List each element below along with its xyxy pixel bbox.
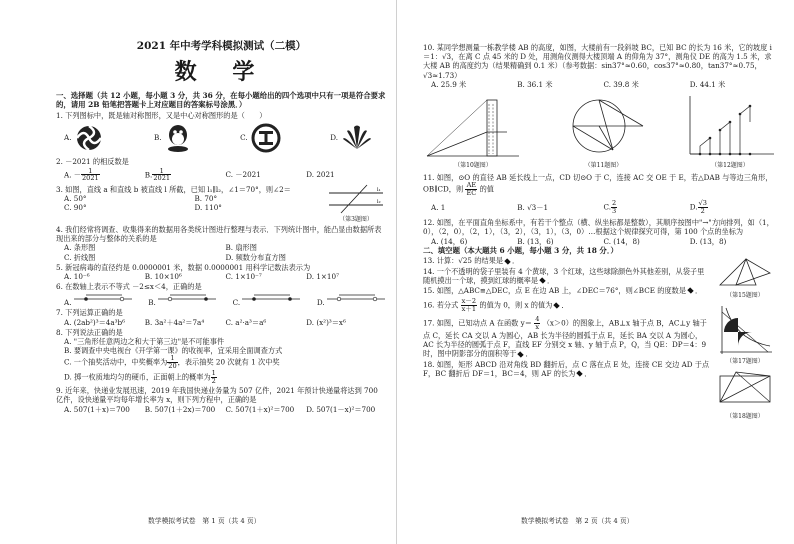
building-slope-figure (423, 94, 523, 160)
number-line-a (74, 291, 134, 305)
answer-blank (577, 371, 583, 377)
congruent-triangles-figure (716, 255, 774, 289)
question-1-options (56, 120, 387, 156)
svg-text:l₂: l₂ (377, 198, 381, 205)
question-5-options: A. 10⁻⁶ B. 10×10⁶ C. 1×10⁻⁷ D. 1×10⁷ (64, 271, 339, 281)
question-14: 14. 一个不透明的袋子里装有 4 个黄球，3 个红球，这些球除颜色外其他差别，从袋子里随机摸出一个球，摸到红球的概率是 ． (423, 266, 705, 285)
q1-option-c: C. (240, 123, 281, 153)
question-3-block (56, 184, 387, 224)
fill-figures (714, 255, 776, 420)
q1-option-b: B. (154, 123, 191, 153)
answer-blank (504, 258, 510, 264)
parallel-lines-figure (327, 184, 385, 214)
question-11: 11. 如图，⊙O 的直径 AB 延长线上一点，CD 切⊙O 于 C，连接 AC 交 OE 于 E，若△DAB 与等边三角形，OB∥CD，则 $\frac{AE}{EC}$ 的值 (423, 173, 773, 198)
question-11-options: A. 1 B. √3－1 C. $\frac{2}{3}$ D. $\frac{√3}{2}$ (431, 198, 707, 215)
question-9: 9. 近年来，快递业发展迅速，2019 年我国快递业务量为 507 亿件，2021 年预计快递量将达到 700 亿件，设快递量平均每年增长率为 x，则下列方程中，正确的是 (56, 386, 378, 405)
bank-logo-icon (251, 123, 281, 153)
page-2-footer: 数学模拟考试卷 第 2 页（共 4 页） (521, 517, 634, 526)
figure-12-caption: （第12题图） (711, 162, 749, 170)
question-6-options: A. B. C. D. (56, 291, 387, 307)
penguin-logo-icon (165, 123, 191, 153)
question-4: 4. 我们经常将调查、收集得来的数据用各类统计图进行整理与表示．下列统计图中，能凸显由数据所表现出来的部分与整体的关系的是 (56, 224, 382, 244)
svg-text:l₁: l₁ (377, 186, 381, 193)
question-2-options: A. － $\frac{1}{2021}$ B. $\frac{1}{2021}$ C. －2021 D. 2021 (64, 166, 335, 183)
page-1-footer: 数学模拟考试卷 第 1 页（共 4 页） (148, 517, 261, 526)
question-7: 7. 下列运算正确的是 (56, 308, 123, 318)
question-4-options: A. 条形图 B. 扇形图 C. 折线图 D. 频数分布直方图 (64, 243, 286, 262)
figure-11-caption: （第11题图） (584, 162, 623, 170)
question-8-options: A. "三角形任意两边之和大于第三边"是不可能事件 B. 要调查中央电视台《开学第一课》的收视率，宜采用全面调查方式 C. 一个抽奖活动中，中奖概率为 $\frac{1}{20}$ ，表示抽奖 20 次就有 1 次中奖 D. 掷一枚质地均匀的硬币，正面朝上的概率为 $\frac{1}{2}$ (64, 337, 283, 386)
petal-logo-icon (341, 123, 373, 153)
q1-option-d: D. (330, 123, 373, 153)
answer-blank (687, 288, 693, 294)
number-line-d (327, 291, 387, 305)
figure-15-caption: （第15题图） (726, 291, 764, 299)
answer-blank (518, 351, 524, 357)
figure-18-caption: （第18题图） (726, 412, 764, 420)
question-13: 13. 计算：√25 的结果是 ． (423, 256, 520, 266)
question-12: 12. 如图，在平面直角坐标系中，有若干个整点（横、纵坐标都是整数），其顺序按图中"→"方向排列，如（1，0），（2，0），（2，1），（3，2），（3，1），（3，0）…根据这个规律探究可得，第 100 个点的坐标为 (423, 218, 774, 237)
exam-title: 2021 年中考学科模拟测试（二模） (136, 40, 307, 52)
answer-blank (554, 302, 560, 308)
question-3-options: A. 50° B. 70° C. 90° D. 110° (64, 194, 222, 213)
question-12-options: A. (14，6) B. (13，6) C. (14，8) D. (13，8) (431, 236, 727, 246)
question-17: 17. 如图，已知动点 A 在函数 y＝ $\frac{4}{x}$ （x＞0）的图象上，AB⊥x 轴于点 B，AC⊥y 轴于点 C，延长 CA 交以 A 为圆心，AB 长为半径的圆弧于点 E，延长 BA 交以 A 为圆心，AC 长为半径的圆弧于点 F，直线 EF 分别交 x 轴、y 轴于点 P，Q，当 QE：DP＝4：9 时，图中阴影部分的面积等于 ． (423, 315, 707, 359)
figure-10-caption: （第10题图） (454, 162, 492, 170)
question-2: 2. －2021 的相反数是 (56, 156, 129, 166)
fill-block (423, 255, 776, 420)
figure-17 (714, 304, 776, 366)
hyperbola-arcs-figure (716, 304, 774, 356)
figure-17-caption: （第17题图） (726, 358, 764, 366)
question-7-options: A. (2ab²)³＝4a³b⁶ B. 3a²＋4a²＝7a⁴ C. a²·a³＝a⁶ D. (x²)³＝x⁶ (64, 317, 346, 327)
subject-title: 数 学 (174, 59, 269, 86)
q3-figure (325, 184, 387, 224)
question-16: 16. 若分式 $\frac{x-2}{x+1}$ 的值为 0，则 x 的值为 ． (423, 297, 569, 314)
q1-option-a: A. (64, 123, 104, 153)
figure-11 (563, 94, 645, 170)
figure-18 (714, 370, 776, 420)
question-10-options: A. 25.9 米 B. 36.1 米 C. 39.8 米 D. 44.1 米 (431, 79, 726, 89)
lattice-points-figure (684, 94, 776, 160)
answer-blank (539, 278, 545, 284)
question-18: 18. 如图，矩形 ABCD 沿对角线 BD 翻折后，点 C 落在点 E 处，连接 CE 交边 AD 于点 F，BC 翻折后 DF＝1，BC＝4，则 AF 的长为 ． (423, 359, 710, 378)
right-page (397, 0, 794, 544)
figures-10-12 (423, 92, 776, 170)
folded-rectangle-figure (716, 370, 774, 410)
q3-caption: （第3题图） (339, 216, 373, 224)
circle-tangent-figure (563, 94, 645, 160)
section-fill-heading: 二、填空题（本大题共 6 小题，每小题 3 分，共 18 分．） (423, 245, 618, 255)
figure-15 (714, 255, 776, 299)
figure-10 (423, 94, 523, 170)
number-line-b (158, 291, 218, 305)
figure-12 (684, 94, 776, 170)
question-8: 8. 下列说法正确的是 (56, 327, 123, 337)
section-choice-heading: 一、选择题（共 12 小题，每小题 3 分，共 36 分，在每小题给出的四个选项中只有一项是符合要求的，请用 2B 铅笔把答题卡上对应题目的答案标号涂黑．） (56, 90, 386, 110)
question-10: 10. 某同学想测量一栋教学楼 AB 的高度，如图，大楼前有一段斜坡 BC，已知 BC 的长为 16 米，它的坡度 i＝1：√3，在离 C 点 45 米的 D 处，用测角仪测得大楼顶端 A 的仰角为 37°，测角仪 DE 的高为 1.5 米，求大楼 AB 的高度约为（结果精确到 0.1 米）（参考数据：sin37°≈0.60，cos37°≈0.80，tan37°≈0.75，√3≈1.73） (423, 43, 772, 80)
question-1: 1. 下列图标中，既是轴对称图形，又是中心对称图形的是（ ） (56, 110, 267, 120)
question-3: 3. 如图，直线 a 和直线 b 被直线 l 所截，已知 l₁∥l₂，∠1＝70°，则∠2＝ (56, 184, 291, 194)
question-5: 5. 新冠病毒的直径约是 0.0000001 米，数据 0.0000001 用科学记数法表示为 (56, 262, 311, 272)
question-15: 15. 如图，△ABC≌△DEC，点 E 在边 AB 上，∠DEC＝76°，则∠BCE 的度数是 ． (423, 285, 703, 295)
number-line-c (242, 291, 302, 305)
question-6: 6. 在数轴上表示不等式 －2≤x＜4，正确的是 (56, 282, 202, 292)
question-9-options: A. 507(1＋x)＝700 B. 507(1＋2x)＝700 C. 507(1＋x)²＝700 D. 507(1－x)²＝700 (64, 404, 376, 414)
swirl-logo-icon (74, 123, 104, 153)
